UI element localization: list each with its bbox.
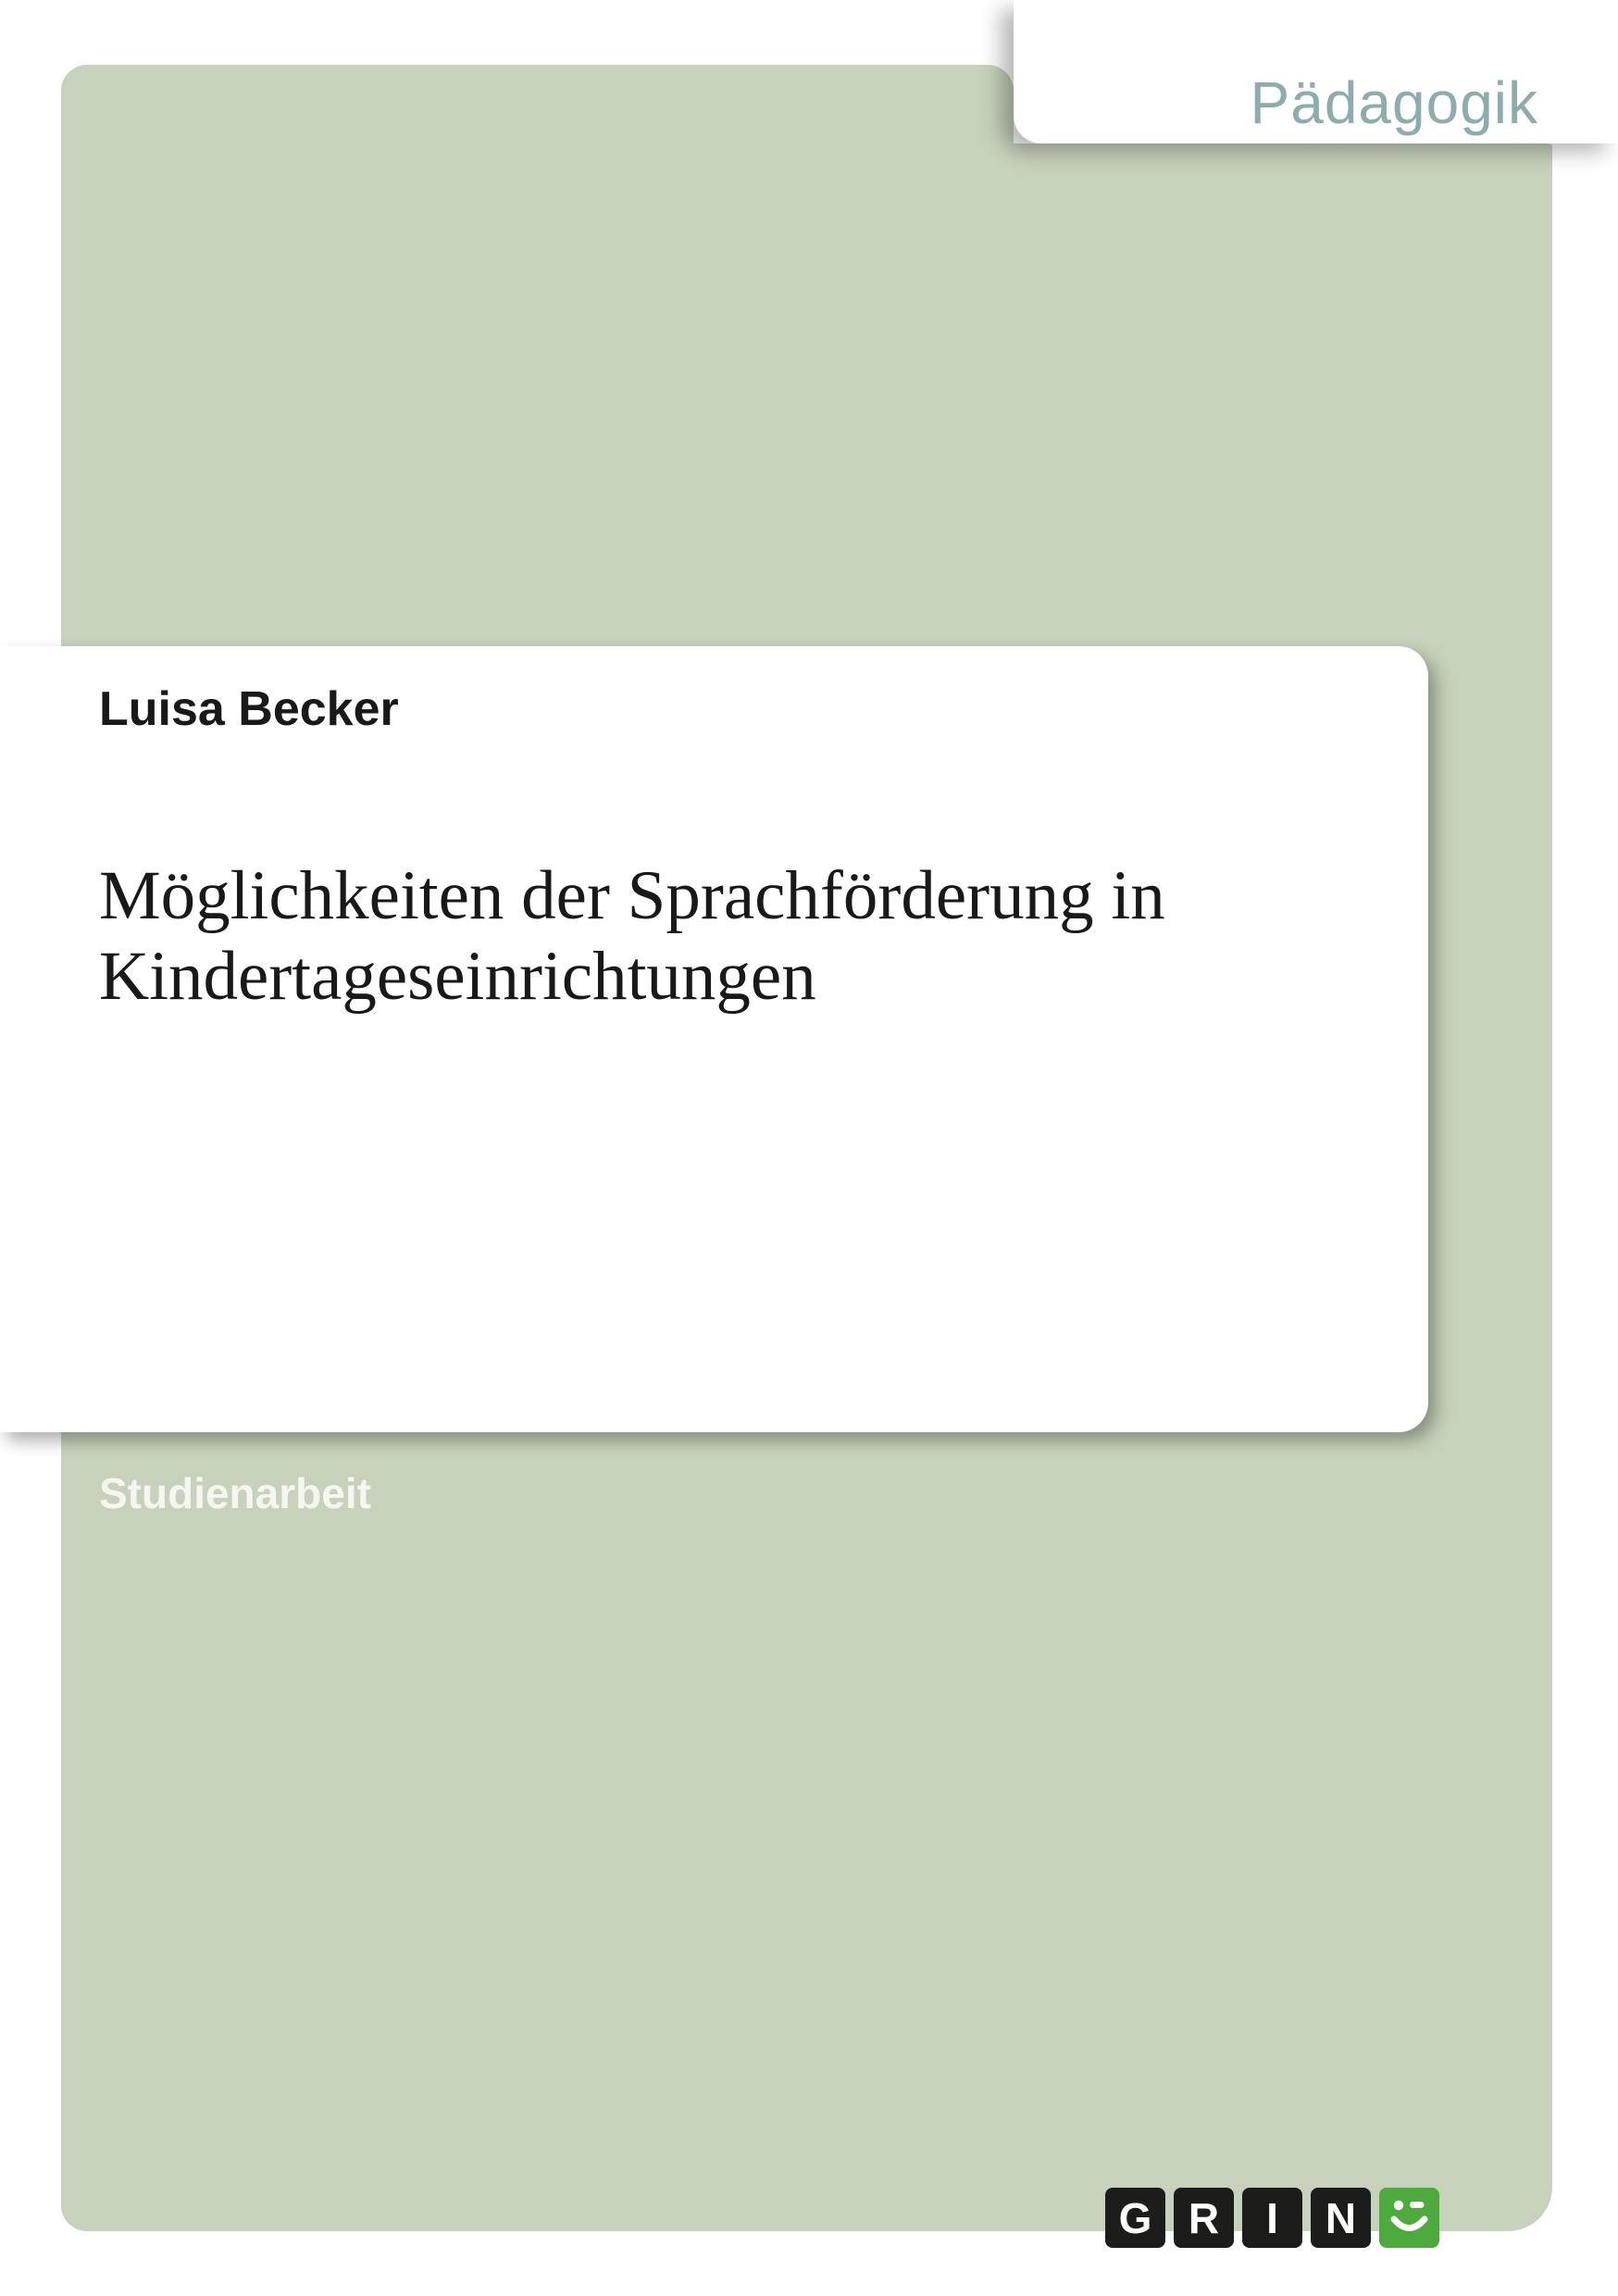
author-name: Luisa Becker [99, 682, 399, 736]
title-card [0, 646, 1428, 1432]
book-title [99, 855, 1395, 1017]
document-type-badge: Studienarbeit [99, 1469, 371, 1517]
book-title-line-1: Möglichkeiten der Sprachförderung in [99, 857, 1165, 934]
book-title-line-2: Kindertageseinrichtungen [99, 938, 816, 1015]
category-label: Pädagogik [1250, 69, 1538, 136]
green-panel-tab [61, 65, 1014, 144]
grin-logo-tile-r: R [1174, 2188, 1234, 2248]
grin-logo-tile-g: G [1105, 2188, 1165, 2248]
grin-wink-smiley-icon [1379, 2188, 1439, 2248]
grin-logo-tile-i: I [1242, 2188, 1302, 2248]
grin-logo [1105, 2188, 1439, 2248]
grin-logo-tile-n: N [1311, 2188, 1371, 2248]
